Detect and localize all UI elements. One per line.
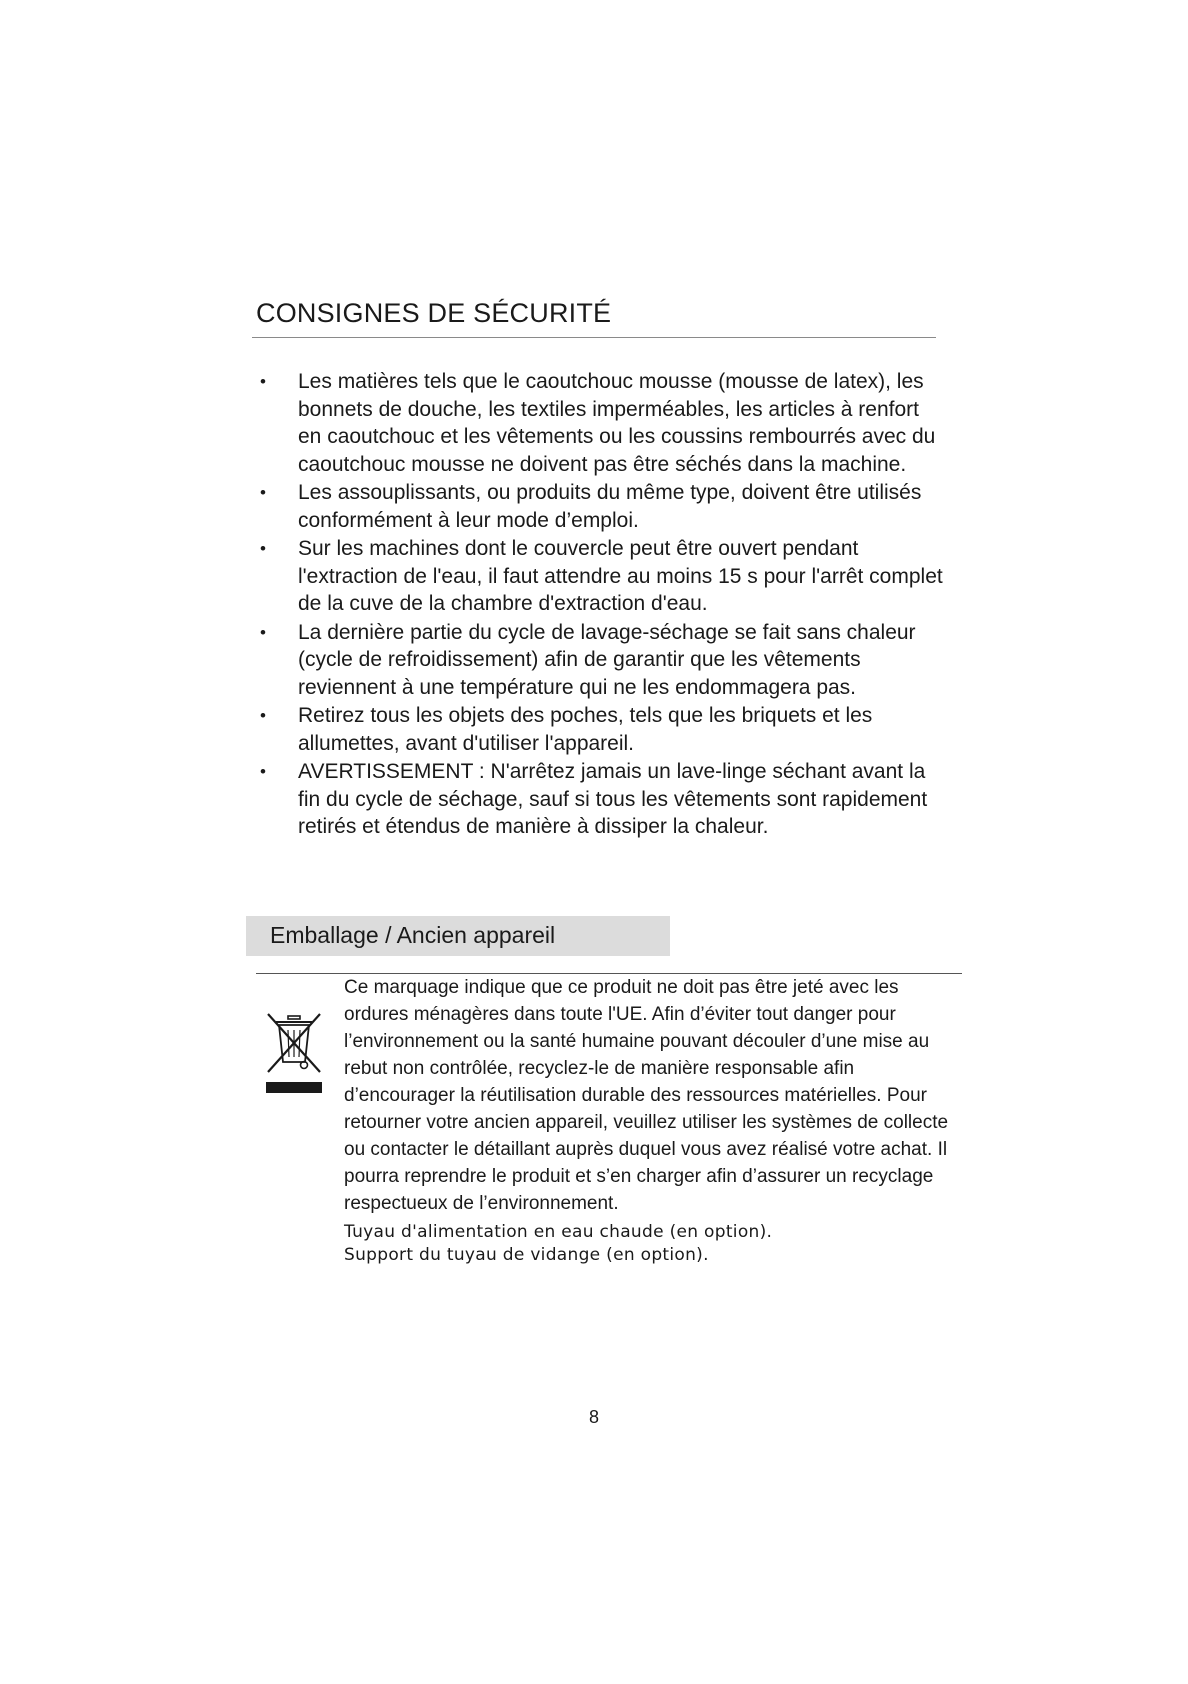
- crossed-out-wheelie-bin-icon: [264, 1010, 324, 1094]
- section-heading: Emballage / Ancien appareil: [270, 922, 556, 948]
- bullet-icon: •: [260, 622, 266, 642]
- safety-bullet-list: [256, 368, 946, 842]
- list-item-text: Retirez tous les objets des poches, tels que les briquets et les allumettes, avant d'utiliser l'appareil.: [298, 704, 873, 755]
- weee-disposal-text: Ce marquage indique que ce produit ne doit pas être jeté avec les ordures ménagères dans toute l'UE. Afin d’éviter tout danger pour l’environnement ou la santé humaine pouvant découler d’une mise au rebut non contrôlée, recyclez-le de manière responsable afin d’encourager la réutilisation durable des ressources matérielles. Pour retourner votre ancien appareil, veuillez utiliser les systèmes de collecte ou contacter le détaillant auprès duquel vous avez réalisé votre achat. Il pourra reprendre le produit et s’en charger afin d’assurer un recyclage respectueux de l’environnement.: [344, 977, 949, 1214]
- title-divider: [252, 337, 936, 338]
- section-header-packaging: [246, 916, 670, 956]
- page-number: 8: [588, 1407, 599, 1427]
- list-item-text: Sur les machines dont le couvercle peut être ouvert pendant l'extraction de l'eau, il faut attendre au moins 15 s pour l'arrêt complet de la cuve de la chambre d'extraction d'eau.: [298, 537, 943, 615]
- list-item-text: AVERTISSEMENT : N'arrêtez jamais un lave-linge séchant avant la fin du cycle de séchage, sauf si tous les vêtements sont rapidement retirés et étendus de manière à dissiper la chaleur.: [298, 760, 928, 838]
- option-line-hot-water-hose: Tuyau d'alimentation en eau chaude (en option).: [344, 1222, 773, 1242]
- list-item: [256, 479, 946, 534]
- bullet-icon: •: [260, 762, 266, 781]
- bullet-icon: •: [260, 539, 266, 558]
- option-line-drain-hose-support: Support du tuyau de vidange (en option).: [344, 1245, 709, 1265]
- list-item: [256, 535, 946, 618]
- list-item-text: Les assouplissants, ou produits du même type, doivent être utilisés conformément à leur mode d’emploi.: [298, 481, 922, 532]
- list-item: [256, 702, 946, 757]
- list-item-text: Les matières tels que le caoutchouc mousse (mousse de latex), les bonnets de douche, les textiles imperméables, les articles à renfort en caoutchouc et les vêtements ou les coussins rembourrés avec du caoutchouc mousse ne doivent pas être séchés dans la machine.: [298, 370, 936, 476]
- optional-accessories: [344, 1221, 964, 1267]
- list-item: [256, 758, 946, 841]
- bullet-icon: •: [260, 706, 266, 725]
- page-title: CONSIGNES DE SÉCURITÉ: [256, 298, 612, 328]
- bullet-icon: •: [260, 483, 266, 502]
- list-item: [256, 368, 946, 478]
- list-item: [256, 619, 946, 702]
- list-item-text: La dernière partie du cycle de lavage-séchage se fait sans chaleur (cycle de refroidissement) afin de garantir que les vêtements reviennent à une température qui ne les endommagera pas.: [298, 620, 916, 699]
- bullet-icon: •: [260, 372, 266, 391]
